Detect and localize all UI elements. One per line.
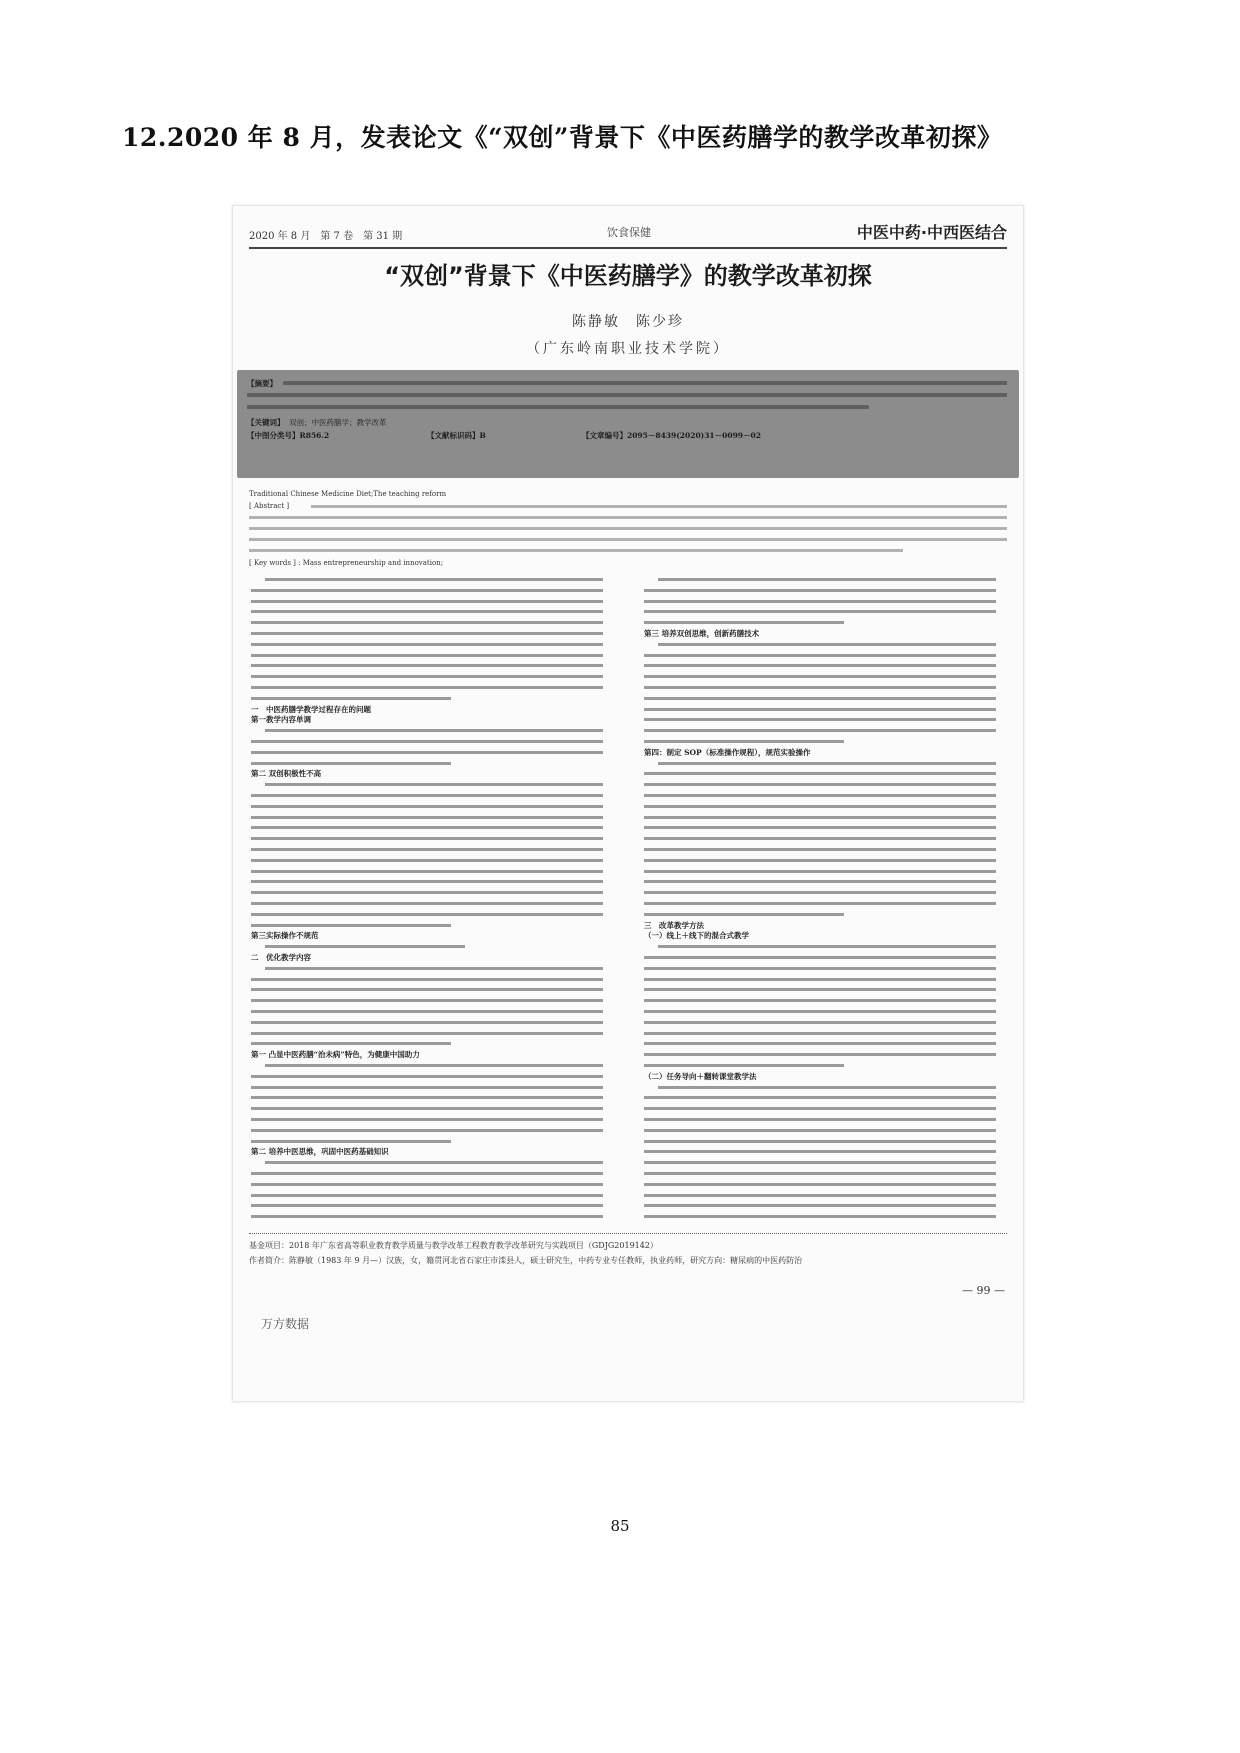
body-text-line — [644, 600, 996, 603]
body-text-line — [251, 1107, 603, 1110]
body-text-line — [658, 578, 996, 581]
body-text-line — [644, 999, 996, 1002]
article-affiliation: （广东岭南职业技术学院） — [526, 341, 730, 357]
body-text-line — [251, 880, 603, 883]
body-text-line — [644, 794, 996, 797]
body-text-line — [251, 999, 603, 1002]
body-text-line — [644, 697, 996, 700]
article-title: “双创”背景下《中医药膳学》的教学改革初探 — [384, 262, 872, 290]
abstract-text-line — [283, 381, 1007, 385]
body-text-line — [644, 664, 996, 667]
journal-page-number: — 99 — — [962, 1284, 1005, 1297]
body-text-line — [644, 675, 996, 678]
body-text-line — [644, 1172, 996, 1175]
body-text-line — [658, 945, 996, 948]
section-heading: 第一教学内容单调 — [251, 715, 311, 725]
body-text-line — [265, 967, 603, 970]
article-authors: 陈静敏 陈少珍 — [572, 314, 684, 330]
body-text-line — [251, 891, 603, 894]
journal-section: 饮食保健 — [607, 226, 651, 239]
body-text-line — [644, 1183, 996, 1186]
body-text-line — [644, 589, 996, 592]
body-text-line — [265, 1161, 603, 1164]
abstract-text-line — [247, 405, 869, 409]
body-text-line — [265, 578, 603, 581]
body-text-line — [251, 1215, 603, 1218]
page-heading: 12.2020 年 8 月，发表论文《“双创”背景下《中医药膳学的教学改革初探》 — [122, 123, 1003, 152]
section-heading: 第一 凸显中医药膳“治未病”特色，为健康中国助力 — [251, 1050, 420, 1060]
section-heading: 第三实际操作不规范 — [251, 931, 319, 941]
journal-header — [249, 220, 1007, 244]
section-heading: （二）任务导向＋翻转课堂教学法 — [644, 1071, 757, 1081]
body-text-line — [251, 697, 451, 700]
body-text-line — [644, 1107, 996, 1110]
body-text-line — [251, 848, 603, 851]
body-text-line — [251, 1194, 603, 1197]
body-text-line — [265, 1064, 603, 1067]
english-abstract-label: [ Abstract ] — [249, 502, 290, 510]
body-text-line — [658, 762, 996, 765]
body-text-line — [658, 643, 996, 646]
section-heading: 第四：制定 SOP（标准操作规程），规范实验操作 — [644, 747, 811, 757]
body-text-line — [251, 805, 603, 808]
body-text-line — [644, 816, 996, 819]
english-abstract-line — [249, 538, 1007, 541]
english-abstract-line — [249, 527, 1007, 530]
body-text-line — [251, 664, 603, 667]
body-text-line — [251, 826, 603, 829]
body-text-line — [644, 1161, 996, 1164]
body-text-line — [644, 783, 996, 786]
section-heading: 一 中医药膳学教学过程存在的问题 — [251, 704, 371, 714]
body-text-line — [251, 913, 603, 916]
body-text-line — [251, 1086, 603, 1089]
body-text-line — [658, 1086, 996, 1089]
journal-banner: 中医中药·中西医结合 — [856, 223, 1007, 242]
section-heading: 第二 双创积极性不高 — [251, 769, 322, 779]
body-text-line — [251, 600, 603, 603]
body-text-line — [644, 805, 996, 808]
body-text-line — [251, 1042, 451, 1045]
doc-code: 【文献标识码】B — [427, 431, 486, 440]
section-heading: 第二 培养中医思维，巩固中医药基础知识 — [251, 1147, 389, 1157]
body-text-line — [644, 826, 996, 829]
body-text-line — [251, 740, 603, 743]
body-text-line — [644, 1129, 996, 1132]
body-text-line — [644, 1053, 996, 1056]
english-keywords: [ Key words ] : Mass entrepreneurship and innovation; — [249, 559, 444, 567]
body-text-line — [644, 686, 996, 689]
clc-number: 【中图分类号】R856.2 — [247, 431, 330, 440]
body-text-line — [265, 945, 465, 948]
body-text-line — [251, 1129, 603, 1132]
body-text-line — [251, 1204, 603, 1207]
source-watermark: 万方数据 — [261, 1317, 310, 1331]
body-text-line — [644, 988, 996, 991]
body-text-line — [251, 643, 603, 646]
body-text-line — [251, 610, 603, 613]
body-text-line — [644, 978, 996, 981]
english-title: Traditional Chinese Medicine Diet;The teaching reform — [249, 490, 447, 498]
author-note: 作者简介：陈静敏（1983 年 9 月—）汉族，女，籍贯河北省石家庄市滦县人，硕士研究生，中药专业专任教师，执业药师，研究方向：糖尿病的中医药防治 — [249, 1256, 803, 1265]
footnote-rule — [249, 1233, 1007, 1234]
section-heading: 二 优化教学内容 — [251, 953, 311, 962]
body-text-line — [644, 1064, 844, 1067]
body-text-line — [251, 654, 603, 657]
section-heading: 第三 培养双创思维，创新药膳技术 — [644, 629, 760, 638]
body-text-line — [644, 902, 996, 905]
abstract-label: 【摘要】 — [247, 379, 277, 388]
body-text-line — [265, 783, 603, 786]
body-text-line — [644, 1042, 996, 1045]
body-text-line — [644, 859, 996, 862]
body-text-line — [644, 1204, 996, 1207]
issue-info: 2020 年 8 月 第 7 卷 第 31 期 — [249, 231, 403, 242]
body-text-line — [251, 1183, 603, 1186]
body-text-line — [251, 1172, 603, 1175]
body-text-line — [251, 1118, 603, 1121]
abstract-text-line — [247, 393, 1007, 397]
fund-note: 基金项目：2018 年广东省高等职业教育教学质量与教学改革工程教育教学改革研究与实践项目（GDJG2019142） — [249, 1241, 658, 1250]
keywords-label: 【关键词】 — [247, 418, 285, 427]
body-text-line — [251, 589, 603, 592]
body-text-line — [644, 729, 996, 732]
body-text-line — [644, 913, 844, 916]
body-text-line — [251, 751, 603, 754]
body-text-line — [251, 1096, 603, 1099]
body-text-line — [251, 762, 451, 765]
body-text-line — [644, 740, 844, 743]
body-text-line — [251, 902, 603, 905]
body-text-line — [251, 1021, 603, 1024]
body-text-line — [251, 870, 603, 873]
english-abstract-line — [249, 516, 1007, 519]
body-text-line — [644, 610, 996, 613]
body-text-line — [251, 816, 603, 819]
body-text-line — [251, 1140, 451, 1143]
abstract-box — [237, 370, 1019, 478]
body-text-line — [251, 621, 603, 624]
body-text-line — [265, 729, 603, 732]
body-text-line — [644, 848, 996, 851]
body-text-line — [251, 794, 603, 797]
body-text-line — [251, 1075, 603, 1078]
header-rule — [249, 247, 1007, 249]
body-text-line — [644, 1150, 996, 1153]
body-text-line — [251, 686, 603, 689]
body-text-line — [644, 1140, 996, 1143]
body-text-line — [644, 837, 996, 840]
body-text-line — [644, 870, 996, 873]
body-text-line — [644, 1194, 996, 1197]
body-text-line — [251, 632, 603, 635]
body-text-line — [644, 654, 996, 657]
body-text-line — [644, 1021, 996, 1024]
body-text-line — [644, 708, 996, 711]
page-number: 85 — [610, 1517, 630, 1535]
body-text-line — [644, 956, 996, 959]
body-text-line — [251, 859, 603, 862]
body-text-line — [644, 880, 996, 883]
article-number: 【文章编号】2095－8439(2020)31－0099－02 — [582, 431, 761, 440]
body-text-line — [644, 772, 996, 775]
body-text-line — [251, 978, 603, 981]
section-heading: （一）线上＋线下的混合式教学 — [644, 931, 749, 941]
english-abstract-line — [249, 549, 903, 552]
body-text-line — [644, 1118, 996, 1121]
body-text-line — [251, 675, 603, 678]
body-text-line — [644, 891, 996, 894]
keywords-cn: 双创；中医药膳学；教学改革 — [289, 418, 387, 427]
english-abstract-line — [311, 505, 1007, 508]
body-text-line — [644, 1032, 996, 1035]
body-text-line — [251, 1010, 603, 1013]
body-text-line — [644, 967, 996, 970]
body-text-line — [644, 1010, 996, 1013]
section-heading: 三 改革教学方法 — [644, 920, 704, 930]
body-text-line — [644, 718, 996, 721]
scanned-article — [232, 205, 1024, 1402]
body-text-line — [644, 621, 844, 624]
body-text-line — [644, 1215, 996, 1218]
body-text-line — [251, 1032, 603, 1035]
body-text-line — [251, 988, 603, 991]
body-text-line — [251, 837, 603, 840]
body-text-line — [251, 924, 451, 927]
body-text-line — [644, 1096, 996, 1099]
